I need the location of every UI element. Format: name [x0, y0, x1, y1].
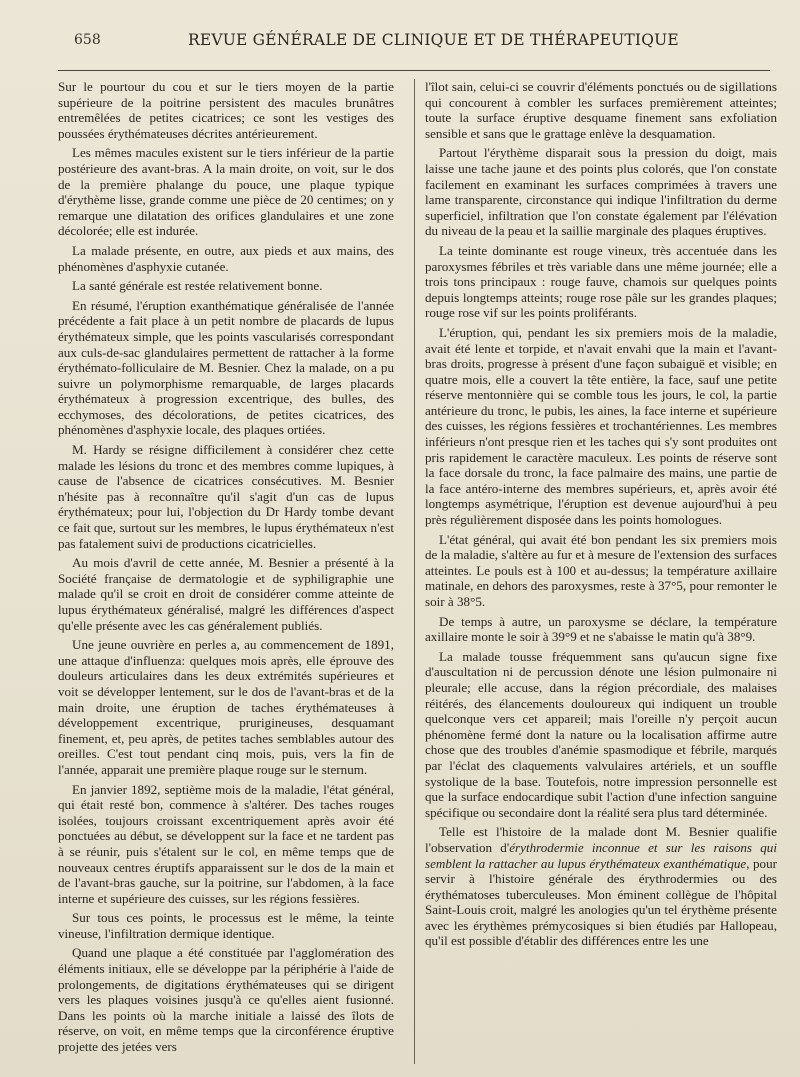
paragraph: Quand une plaque a été constituée par l'agglomération des éléments initiaux, elle se développe par la périphérie à l'aide de prolongements, de digitations érythémateuses qui se dirigent vers les plaques voisines jusqu'à ce qu'elles aient fusionné. Dans les points où la marche initiale a laissé des îlots de réserve, on voit, en même temps que la circonférence éruptive projette des jetées vers	[58, 945, 394, 1055]
paragraph: En résumé, l'éruption exanthématique généralisée de l'année précédente a fait place à un petit nombre de placards de lupus érythémateux simple, que les points vascularisés correspondant aux culs-de-sac glandulaires permettent de rattacher à la forme érythémato-folliculaire de M. Besnier. Chez la malade, on a pu suivre un polymorphisme remarquable, de larges placards érythémateux à progression excentrique, des bulles, des ecchymoses, des décolorations, de petites cicatrices, des phénomènes d'asphyxie locale, des plaques ortiées.	[58, 297, 394, 438]
paragraph: Les mêmes macules existent sur le tiers inférieur de la partie postérieure des avant-bras. A la main droite, on voit, sur le dos de la première phalange du pouce, une plaque typique d'érythème lisse, grande comme une pièce de 20 centimes; on y remarque une dilatation des orifices glandulaires et une zone décolorée; elle est indurée.	[58, 145, 394, 239]
paragraph: En janvier 1892, septième mois de la maladie, l'état général, qui était resté bon, commence à s'altérer. Des taches rouges isolées, toujours croissant excentriquement après avoir été ponctuées au début, se développent sur la face et ne tardent pas à se réunir, puis s'étalent sur le col, en même temps que de nouveaux centres éruptifs apparaissent sur le dos de la main et de l'avant-bras gauche, sur la poitrine, sur l'abdomen, à la face interne et supérieure des cuisses, sur les régions fessières.	[58, 781, 394, 906]
paragraph: L'état général, qui avait été bon pendant les six premiers mois de la maladie, s'altère au fur et à mesure de l'extension des surfaces atteintes. Le pouls est à 100 et au-dessus; la température axillaire matinale, en dehors des paroxysmes, reste à 37°5, pour remonter le soir à 38°5.	[425, 531, 777, 609]
paragraph-final	[425, 824, 777, 949]
italic-title: érythrodermie inconnue et sur les raisons qui semblent la rattacher au lupus érythémateux exanthématique	[425, 839, 777, 871]
paragraph: Partout l'érythème disparait sous la pression du doigt, mais laisse une tache jaune et des points plus colorés, que l'on constate facilement en examinant les surfaces comprimées à travers une lame transparente, circonstance qui indique l'infiltration du derme superficiel, infiltration que l'on constate également par l'élévation du niveau de la peau et la saillie marginale des plaques éruptives.	[425, 145, 777, 239]
paragraph: M. Hardy se résigne difficilement à considérer chez cette malade les lésions du tronc et des membres comme lupiques, à cause de l'absence de cicatrices consécutives. M. Besnier n'hésite pas à reconnaître qu'il s'agit d'un cas de lupus érythémateux; pour lui, l'objection du Dr Hardy tombe devant ce fait que, surtout sur les membres, le lupus érythémateux n'est pas fatalement suivi de productions cicatricielles.	[58, 442, 394, 551]
paragraph: Une jeune ouvrière en perles a, au commencement de 1891, une attaque d'influenza: quelques mois après, elle éprouve des douleurs articulaires dans les deux extrémités supérieures et voit se développer lentement, sur le dos de l'avant-bras et de la main droite, une éruption de taches érythémateuses à développement excentrique, prurigineuses, desquamant finement, et, peu après, de petites taches semblables autour des oreilles. C'est tout pendant cinq mois, puis, vers la fin de l'année, apparait une première plaque rouge sur le sternum.	[58, 637, 394, 777]
paragraph: Sur le pourtour du cou et sur le tiers moyen de la partie supérieure de la poitrine persistent des macules brunâtres entremêlées de petites cicatrices; ce sont les vestiges des poussées érythémateuses décrites antérieurement.	[58, 79, 394, 141]
page-number: 658	[74, 32, 101, 48]
paragraph: La malade tousse fréquemment sans qu'aucun signe fixe d'auscultation ni de percussion dénote une lésion pulmonaire ni pleurale; elle accuse, dans la région précordiale, des malaises réitérés, des élancements douloureux qui indiquent un trouble quelconque vers cet appareil; mais l'oreille n'y perçoit aucun phénomène fermé dont la nature ou la localisation affirme autre chose que des troubles d'anémie spasmodique et fébrile, marqués par l'éclat des claquements valvulaires artériels, et un souffle systolique de la base. Toutefois, notre impression personnelle est que la surface endocardique subit l'action d'une infection sanguine spécifique ou secondaire dont la réalité sera plus tard déterminée.	[425, 648, 777, 820]
paragraph: L'éruption, qui, pendant les six premiers mois de la maladie, avait été lente et torpide, et n'avait envahi que la main et l'avant-bras droits, progresse à présent d'une façon subaiguë et visible; en quatre mois, elle a couvert la tête entière, la face, sauf une petite réserve mentonnière qui se comble tous les jours, le col, la partie antérieure du tronc, le pubis, les aines, la face interne et supérieure des cuisses, les régions fessières et trochantériennes. Les membres inférieurs n'ont presque rien et les taches qui s'y sont produites ont pris rapidement le caractère maculeux. Les points de réserve sont la face dorsale du tronc, la face palmaire des mains, une partie de la face antéro-interne des membres supérieurs, et, après avoir été longtemps asymétrique, l'éruption est devenue aujourd'hui à peu près régulièrement disposée dans les points homologues.	[425, 324, 777, 528]
paragraph: La santé générale est restée relativement bonne.	[72, 278, 323, 294]
paragraph: Sur tous ces points, le processus est le même, la teinte vineuse, l'infiltration dermique identique.	[58, 910, 394, 941]
paragraph: l'îlot sain, celui-ci se couvrir d'éléments ponctués ou de sigillations qui concourent à combler les surfaces premièrement atteintes; toute la surface éruptive desquame finement sans exfoliation sensible et sans que le grattage enlève la desquamation.	[425, 79, 777, 141]
left-column	[58, 79, 394, 1059]
paragraph: Au mois d'avril de cette année, M. Besnier a présenté à la Société française de dermatologie et de syphiligraphie une malade qu'il se croit en droit de considérer comme atteinte de lupus érythémateux généralisé, malgré les différences d'aspect qu'elle présente avec les cas généralement publiés.	[58, 555, 394, 633]
paragraph-text: Telle est l'histoire de la malade dont M. Besnier qualifie l'observation d'	[425, 824, 777, 855]
page-header	[58, 30, 679, 52]
paragraph: La teinte dominante est rouge vineux, très accentuée dans les paroxysmes fébriles et très variable dans une même journée; elle a trois tons principaux : rouge fauve, chamois sur quelques points depuis longtemps atteints; rouge rose pâle sur les grandes plaques; rouge rose vif sur les points proliférants.	[425, 242, 777, 321]
right-column	[425, 79, 777, 953]
paragraph: La malade présente, en outre, aux pieds et aux mains, des phénomènes d'asphyxie cutanée.	[58, 242, 394, 274]
paragraph: De temps à autre, un paroxysme se déclare, la température axillaire monte le soir à 39°9 et ne s'abaisse le matin qu'à 38°9.	[425, 613, 777, 645]
paragraph-text: , pour servir à l'histoire générale des érythrodermies ou des érythématoses tuberculeuses. Mon éminent collègue de l'hôpital Saint-Louis croit, malgré les anologies qu'un tel érythème présente avec les érythèmes prémycosiques si bien étudiés par Hallopeau, qu'il est possible d'établir des différences entre les une	[425, 855, 777, 949]
column-divider	[414, 79, 415, 1064]
header-rule	[58, 70, 770, 71]
running-title: REVUE GÉNÉRALE DE CLINIQUE ET DE THÉRAPEUTIQUE	[188, 31, 679, 49]
